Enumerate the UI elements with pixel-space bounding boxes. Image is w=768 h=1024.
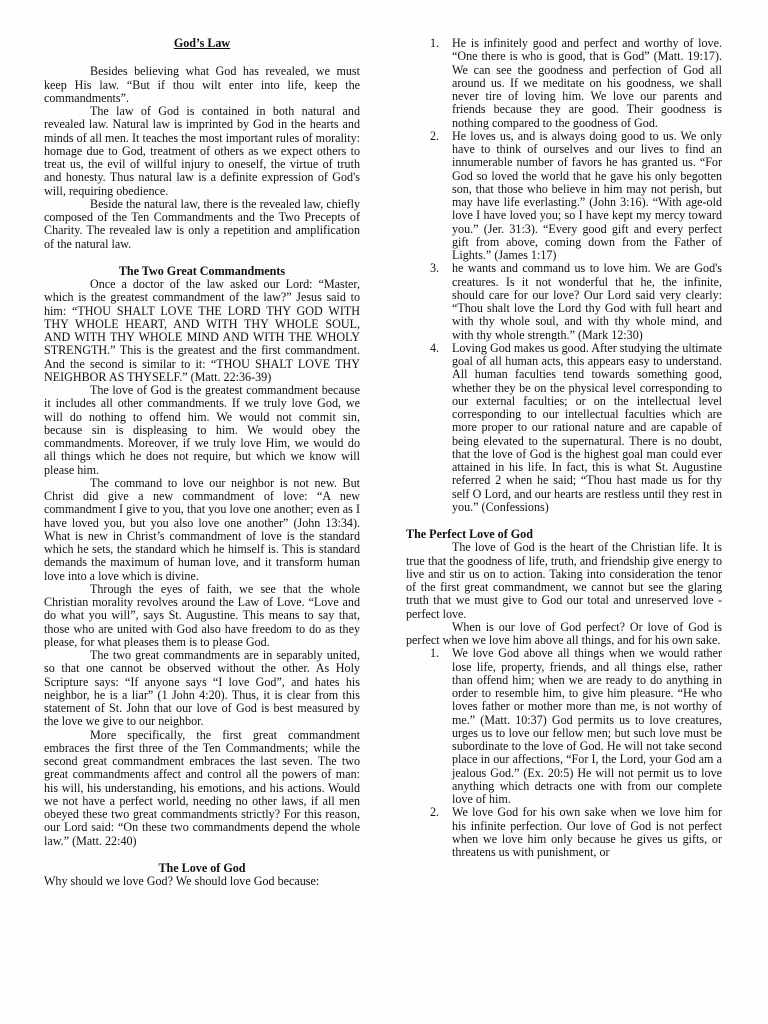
intro-paragraph: The law of God is contained in both natural and revealed law. Natural law is imprinted by God in the hearts and minds of all men. It teaches the most important rules of morality: homage due to God, treatment of others as we expect others to treat us, the evil of willful injury to oneself, the virtue of truth and honesty. Thus natural law is a definite expression of God's will, requiring obedience. <box>44 104 360 198</box>
list-item <box>410 806 722 859</box>
reasons-list <box>410 37 722 514</box>
section-heading-love-of-god: The Love of God <box>158 860 246 875</box>
body-paragraph: The love of God is the heart of the Christian life. It is true that the goodness of life, truth, and friendship give energy to live and stir us on to action. Taking into consideration the tenor of the first great commandment, we cannot but see the glaring truth that we must give to God our total and unreserved love - perfect love. <box>406 540 722 621</box>
body-paragraph: When is our love of God perfect? Or love of God is perfect when we love him above all things, and for his own sake. <box>406 619 722 647</box>
body-paragraph: More specifically, the first great commandment embraces the first three of the Ten Commandments; while the second great commandment embraces the last seven. The two great commandments affect and control all the powers of man: his will, his understanding, his emotions, and his actions. Would we not have a perfect world, needing no other laws, if all men obeyed these two great commandments strictly? For this reason, our Lord said: “On these two commandments depend the whole law.” (Matt. 22:40) <box>44 727 360 848</box>
body-paragraph: The command to love our neighbor is not new. But Christ did give a new commandment of love: “A new commandment I give to you, that you love one another; even as I have loved you, but you also love one another” (John 13:34). What is new in Christ’s commandment of love is the standard which he sets, the standard which he himself is. This is standard demands the maximum of human love, and it transform human love into a love which is divine. <box>44 475 360 583</box>
right-column <box>406 37 722 859</box>
section-heading-two-great-commandments: The Two Great Commandments <box>118 263 286 278</box>
list-item <box>410 262 722 342</box>
list-number: 1. <box>430 36 440 50</box>
list-number: 1. <box>430 646 440 661</box>
body-paragraph: The love of God is the greatest commandment because it includes all other commandments. If we truly love God, we will do nothing to offend him. We would not commit sin, because sin is displeasing to him. We would obey the commandments. Moreover, if we truly love Him, we would do all things which he does not require, but which we know will please him. <box>44 383 360 477</box>
list-item-text: he wants and command us to love him. We are God's creatures. Is it not wonderful that he, the infinite, should care for our love? Our Lord said very clearly: “Thou shalt love the Lord thy God with full heart and with thy whole soul, and with thy whole mind, and with thy whole strength.” (Mark 12:30) <box>452 261 722 342</box>
list-item <box>410 130 722 263</box>
page-title: God’s Law <box>173 36 231 50</box>
list-number: 2. <box>430 128 440 143</box>
list-number: 3. <box>430 261 440 276</box>
body-paragraph: The two great commandments are in separably united, so that one cannot be observed without the other. As Holy Scripture says: “If anyone says “I love God”, and hates his neighbor, he is a liar” (1 John 4:20). Thus, it is clear from this statement of St. John that our love of God is best measured by the love we give to our neighbor. <box>44 648 360 729</box>
body-paragraph: Through the eyes of faith, we see that the whole Christian morality revolves around the Law of Love. “Love and do what you will”, says St. Augustine. This means to say that, those who are united with God also have freedom to do as they please, for what pleases them is to please God. <box>44 581 360 649</box>
perfect-love-list <box>410 647 722 859</box>
left-column <box>44 37 360 888</box>
list-item <box>410 37 722 130</box>
list-item <box>410 342 722 514</box>
list-item-text: He is infinitely good and perfect and worthy of love. “One there is who is good, that is God” (Matt. 19:17). We can see the goodness and perfection of God all around us. If we meditate on his goodness, we shall never tire of loving him. We love our parents and friends because they are good. Their goodness is nothing compared to the goodness of God. <box>452 36 722 130</box>
list-number: 4. <box>430 340 440 355</box>
list-item-text: Loving God makes us good. After studying the ultimate goal of all human acts, this appears easy to understand. All human faculties tend towards something good, whether they be on the physical level corresponding to our external faculties; or on the intellectual level corresponding to our intellectual faculties which are more proper to our rational nature and are capable of being elevated to the supernatural. There is no doubt, that the love of God is the highest goal man could ever attained in his life. In fact, this is what St. Augustine referred 2 when he said; “Thou hast made us for thy self O Lord, and our hearts are restless until they rest in you.” (Confessions) <box>452 340 722 514</box>
list-item-text: He loves us, and is always doing good to us. We only have to think of ourselves and our lives to find an innumerable number of favors he has granted us. “For God so loved the world that he gave his only begotten son, that those who believe in him may not perish, but may have life everlasting.” (John 3:16). “With age-old love I have loved you; so I have kept my mercy toward you.” (Jer. 31:3). “Every good gift and every perfect gift from above, coming down from the Father of Lights.” (James 1:17) <box>452 128 722 262</box>
list-item <box>410 647 722 806</box>
section-intro: Why should we love God? We should love God because: <box>44 874 320 888</box>
list-item-text: We love God above all things when we would rather lose life, property, friends, and all things else, rather than offend him; when we are ready to do anything in order to resemble him, to give him pleasure. “He who loves father or mother more than me, is not worthy of me.” (Matt. 10:37) God permits us to love creatures, urges us to love our fellow men; but such love must be subordinate to the love of God. He will not take second place in our affections, “For I, the Lord, your God am a jealous God.” (Ex. 20:5) He will not permit us to love anything which detracts one with from our complete love of him. <box>452 646 722 806</box>
list-number: 2. <box>430 805 440 820</box>
body-paragraph: Once a doctor of the law asked our Lord: “Master, which is the greatest commandment of the law?” Jesus said to him: “THOU SHALT LOVE THE LORD THY GOD WITH THY WHOLE HEART, AND WITH THY WHOLE SOUL, AND WITH THY WHOLE MIND AND WITH THE WHOLY STRENGTH.” This is the greatest and the first commandment. And the second is similar to it: “THOU SHALT LOVE THY NEIGHBOR AS THYSELF.” (Matt. 22:36-39) <box>44 277 360 384</box>
intro-paragraph: Besides believing what God has revealed, we must keep His law. “But if thou wilt enter into life, keep the commandments”. <box>44 64 360 105</box>
section-heading-perfect-love: The Perfect Love of God <box>406 527 533 541</box>
list-item-text: We love God for his own sake when we love him for his infinite perfection. Our love of God is not perfect when we love him only because he gives us gifts, or threatens us with punishment, or <box>452 805 722 859</box>
intro-paragraph: Beside the natural law, there is the revealed law, chiefly composed of the Ten Commandments and the Two Precepts of Charity. The revealed law is only a repetition and amplification of the natural law. <box>44 196 360 251</box>
